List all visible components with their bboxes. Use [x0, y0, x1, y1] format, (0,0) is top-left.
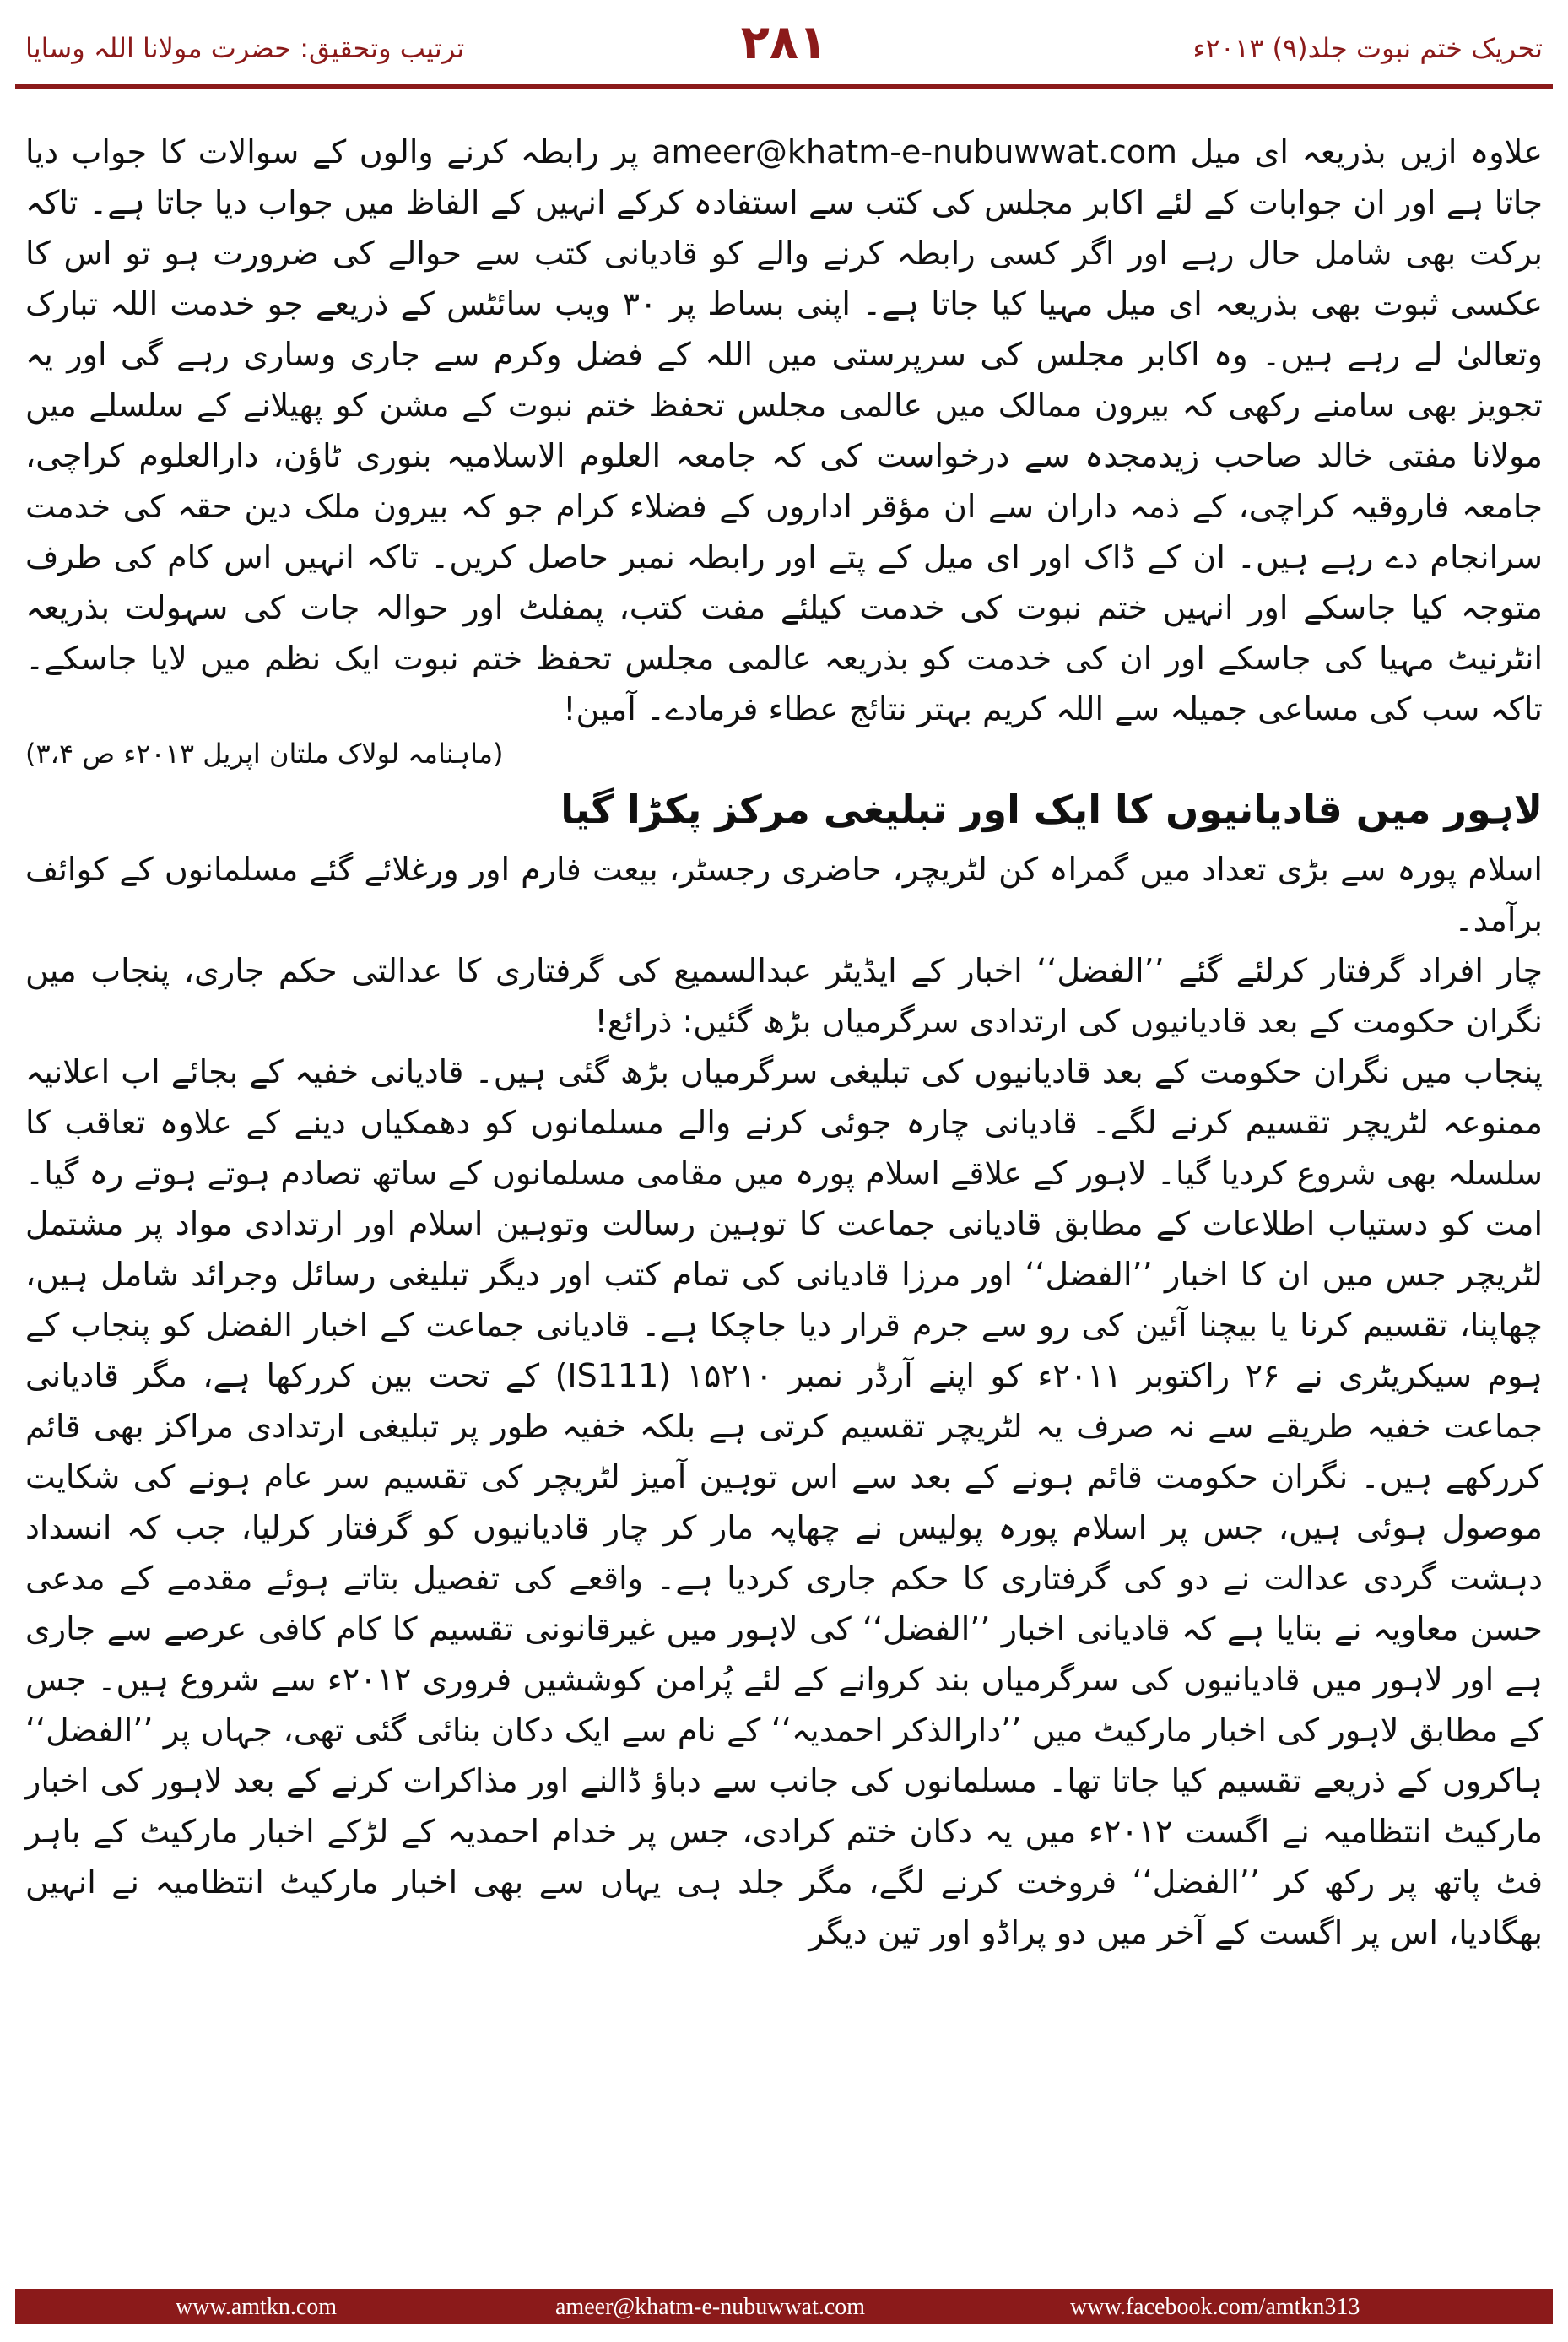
summary-line: چار افراد گرفتار کرلئے گئے ’’الفضل‘‘ اخبار کے ایڈیٹر عبدالسمیع کی گرفتاری کا عدالتی حکم جاری، پنجاب میں نگران حکومت کے بعد قادیانیوں کی ارتدادی سرگرمیاں بڑھ گئیں: ذرائع!: [25, 952, 1543, 1040]
footer-email-link[interactable]: ameer@khatm-e-nubuwwat.com: [555, 2294, 866, 2320]
article-headline: لاہور میں قادیانیوں کا ایک اور تبلیغی مرکز پکڑا گیا: [560, 787, 1543, 832]
book-title: تحریک ختم نبوت جلد(۹) ۲۰۱۳ء: [1192, 32, 1543, 64]
citation: (ماہنامہ لولاک ملتان اپریل ۲۰۱۳ء ص ۳،۴): [25, 738, 504, 770]
footer-website-link[interactable]: www.amtkn.com: [176, 2294, 338, 2320]
page-number: ۲۸۱: [740, 15, 828, 70]
intro-paragraph: علاوہ ازیں بذریعہ ای میل ameer@khatm-e-nubuwwat.com پر رابطہ کرنے والوں کے سوالات کا جواب دیا جاتا ہے اور ان جوابات کے لئے اکابر مجلس کی کتب سے استفادہ کرکے انہیں کے الفاظ میں جواب دیا جاتا ہے۔ تاکہ برکت بھی شامل حال رہے اور اگر کسی رابطہ کرنے والے کو قادیانی کتب سے حوالے کی ضرورت ہو تو اس کا عکسی ثبوت بھی بذریعہ ای میل مہیا کیا جاتا ہے۔ اپنی بساط پر ۳۰ ویب سائٹس کے ذریعے جو خدمت اللہ تبارک وتعالیٰ لے رہے ہیں۔ وہ اکابر مجلس کی سرپرستی میں اللہ کے فضل وکرم سے جاری وساری رہے گی اور یہ تجویز بھی سامنے رکھی کہ بیرون ممالک میں عالمی مجلس تحفظ ختم نبوت کے مشن کو پھیلانے کے سلسلے میں مولانا مفتی خالد صاحب زیدمجدہ سے درخواست کی کہ جامعہ العلوم الاسلامیہ بنوری ٹاؤن، دارالعلوم کراچی، جامعہ فاروقیہ کراچی، کے ذمہ داران سے ان مؤقر اداروں کے فضلاء کرام جو کہ بیرون ملک دین حقہ کی خدمت سرانجام دے رہے ہیں۔ ان کے ڈاک اور ای میل کے پتے اور رابطہ نمبر حاصل کریں۔ تاکہ انہیں اس کام کی طرف متوجہ کیا جاسکے اور انہیں ختم نبوت کی خدمت کیلئے مفت کتب، پمفلٹ اور حوالہ جات کی سہولت بذریعہ انٹرنیٹ مہیا کی جاسکے اور ان کی خدمت کو بذریعہ عالمی مجلس تحفظ ختم نبوت ایک نظم میں لایا جاسکے۔ تاکہ سب کی مساعی جمیلہ سے اللہ کریم بہتر نتائج عطاء فرمادے۔ آمین!: [25, 133, 1543, 727]
page-body: [25, 127, 1543, 1958]
page-header: [0, 0, 1568, 84]
page-footer: [15, 2289, 1553, 2324]
header-divider: [15, 84, 1553, 89]
summary-line: اسلام پورہ سے بڑی تعداد میں گمراہ کن لٹریچر، حاضری رجسٹر، بیعت فارم اور ورغلائے گئے مسلمانوں کے کوائف برآمد۔: [25, 851, 1543, 938]
compiler-credit: ترتیب وتحقیق: حضرت مولانا اللہ وسایا: [25, 32, 465, 64]
article-body: پنجاب میں نگران حکومت کے بعد قادیانیوں کی تبلیغی سرگرمیاں بڑھ گئی ہیں۔ قادیانی خفیہ کے بجائے اب اعلانیہ ممنوعہ لٹریچر تقسیم کرنے لگے۔ قادیانی چارہ جوئی کرنے والے مسلمانوں کو دھمکیاں دینے کے علاوہ تعاقب کا سلسلہ بھی شروع کردیا گیا۔ لاہور کے علاقے اسلام پورہ میں مقامی مسلمانوں کے ساتھ تصادم ہوتے ہوتے رہ گیا۔ امت کو دستیاب اطلاعات کے مطابق قادیانی جماعت کا توہین رسالت وتوہین اسلام اور ارتدادی مواد پر مشتمل لٹریچر جس میں ان کا اخبار ’’الفضل‘‘ اور مرزا قادیانی کی تمام کتب اور دیگر تبلیغی رسائل وجرائد شامل ہیں، چھاپنا، تقسیم کرنا یا بیچنا آئین کی رو سے جرم قرار دیا جاچکا ہے۔ قادیانی جماعت کے اخبار الفضل کو پنجاب کے ہوم سیکریٹری نے ۲۶ راکتوبر ۲۰۱۱ء کو اپنے آرڈر نمبر ۱۵۲۱۰ (IS111) کے تحت بین کررکھا ہے، مگر قادیانی جماعت خفیہ طریقے سے نہ صرف یہ لٹریچر تقسیم کرتی ہے بلکہ خفیہ طور پر تبلیغی ارتدادی مراکز بھی قائم کررکھے ہیں۔ نگران حکومت قائم ہونے کے بعد سے اس توہین آمیز لٹریچر کی تقسیم سر عام ہونے کی شکایت موصول ہوئی ہیں، جس پر اسلام پورہ پولیس نے چھاپہ مار کر چار قادیانیوں کو گرفتار کرلیا، جب کہ انسداد دہشت گردی عدالت نے دو کی گرفتاری کا حکم جاری کردیا ہے۔ واقعے کی تفصیل بتاتے ہوئے مقدمے کے مدعی حسن معاویہ نے بتایا ہے کہ قادیانی اخبار ’’الفضل‘‘ کی لاہور میں غیرقانونی تقسیم کا کام کافی عرصے سے جاری ہے اور لاہور میں قادیانیوں کی سرگرمیاں بند کروانے کے لئے پُرامن کوششیں فروری ۲۰۱۲ء سے شروع ہیں۔ جس کے مطابق لاہور کی اخبار مارکیٹ میں ’’دارالذکر احمدیہ‘‘ کے نام سے ایک دکان بنائی گئی تھی، جہاں پر ’’الفضل‘‘ ہاکروں کے ذریعے تقسیم کیا جاتا تھا۔ مسلمانوں کی جانب سے دباؤ ڈالنے اور مذاکرات کرنے کے بعد لاہور کی اخبار مارکیٹ انتظامیہ نے اگست ۲۰۱۲ء میں یہ دکان ختم کرادی، جس پر خدام احمدیہ کے لڑکے اخبار مارکیٹ کے باہر فٹ پاتھ پر رکھ کر ’’الفضل‘‘ فروخت کرنے لگے، مگر جلد ہی یہاں سے بھی اخبار مارکیٹ انتظامیہ نے انہیں بھگادیا، اس پر اگست کے آخر میں دو پراڈو اور تین دیگر: [25, 1053, 1543, 1951]
footer-facebook-link[interactable]: www.facebook.com/amtkn313: [1070, 2294, 1360, 2320]
